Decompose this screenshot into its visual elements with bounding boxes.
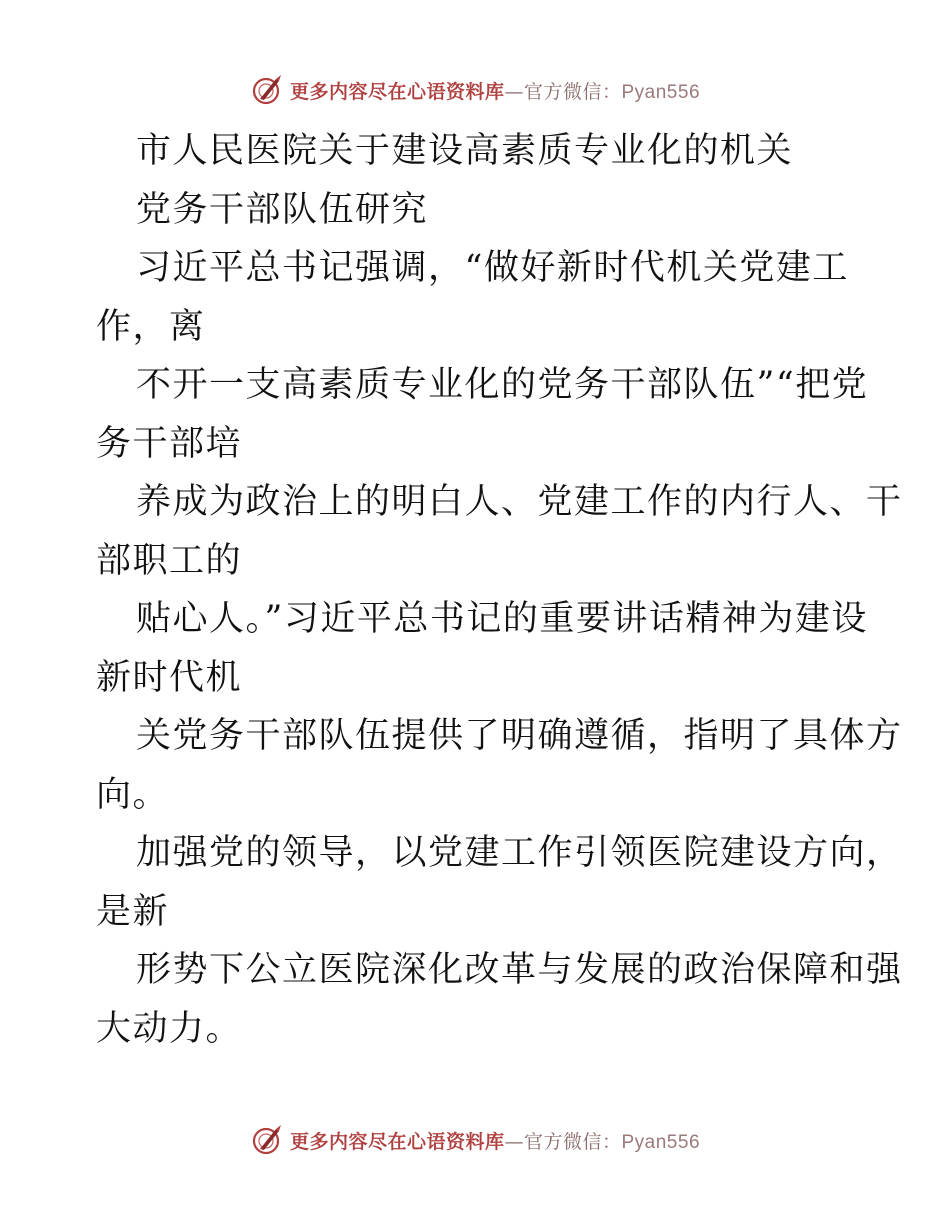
text-line: 党务干部队伍研究 (136, 189, 429, 230)
text-line: 作，离 (96, 306, 206, 347)
text-line: 市人民医院关于建设高素质专业化的机关 (136, 131, 794, 171)
brand-text: 更多内容尽在心语资料库 (289, 80, 505, 103)
text-line: 形势下公立医院深化改革与发展的政治保障和强 (136, 950, 903, 990)
banner-brand-text (290, 77, 700, 104)
text-line: 向。 (96, 774, 170, 815)
text-line: 部职工的 (96, 540, 243, 581)
wechat-id: Pyan556 (621, 1131, 701, 1153)
document-body (96, 122, 903, 1058)
text-line: 习近平总书记强调，“做好新时代机关党建工 (136, 248, 849, 288)
banner-separator: — (504, 80, 524, 103)
quill-pen-circle-icon (250, 1123, 284, 1157)
text-line: 是新 (96, 891, 170, 932)
text-line: 务干部培 (96, 423, 243, 464)
wechat-label: 官方微信： (523, 1130, 622, 1153)
banner-brand-text (290, 1127, 700, 1154)
wechat-label: 官方微信： (523, 80, 622, 103)
wechat-id: Pyan556 (621, 81, 701, 103)
footer-banner (0, 1120, 950, 1160)
text-line: 新时代机 (96, 657, 243, 698)
header-banner (0, 70, 950, 110)
text-line: 养成为政治上的明白人、党建工作的内行人、干 (136, 482, 903, 522)
quill-pen-circle-icon (250, 73, 284, 107)
text-line: 不开一支高素质专业化的党务干部队伍”“把党 (136, 365, 869, 405)
banner-separator: — (504, 1130, 524, 1153)
text-line: 加强党的领导，以党建工作引领医院建设方向， (136, 833, 903, 873)
text-line: 关党务干部队伍提供了明确遵循，指明了具体方 (136, 716, 903, 756)
text-line: 贴心人。”习近平总书记的重要讲话精神为建设 (136, 599, 868, 639)
text-line: 大动力。 (96, 1008, 243, 1049)
brand-text: 更多内容尽在心语资料库 (289, 1130, 505, 1153)
